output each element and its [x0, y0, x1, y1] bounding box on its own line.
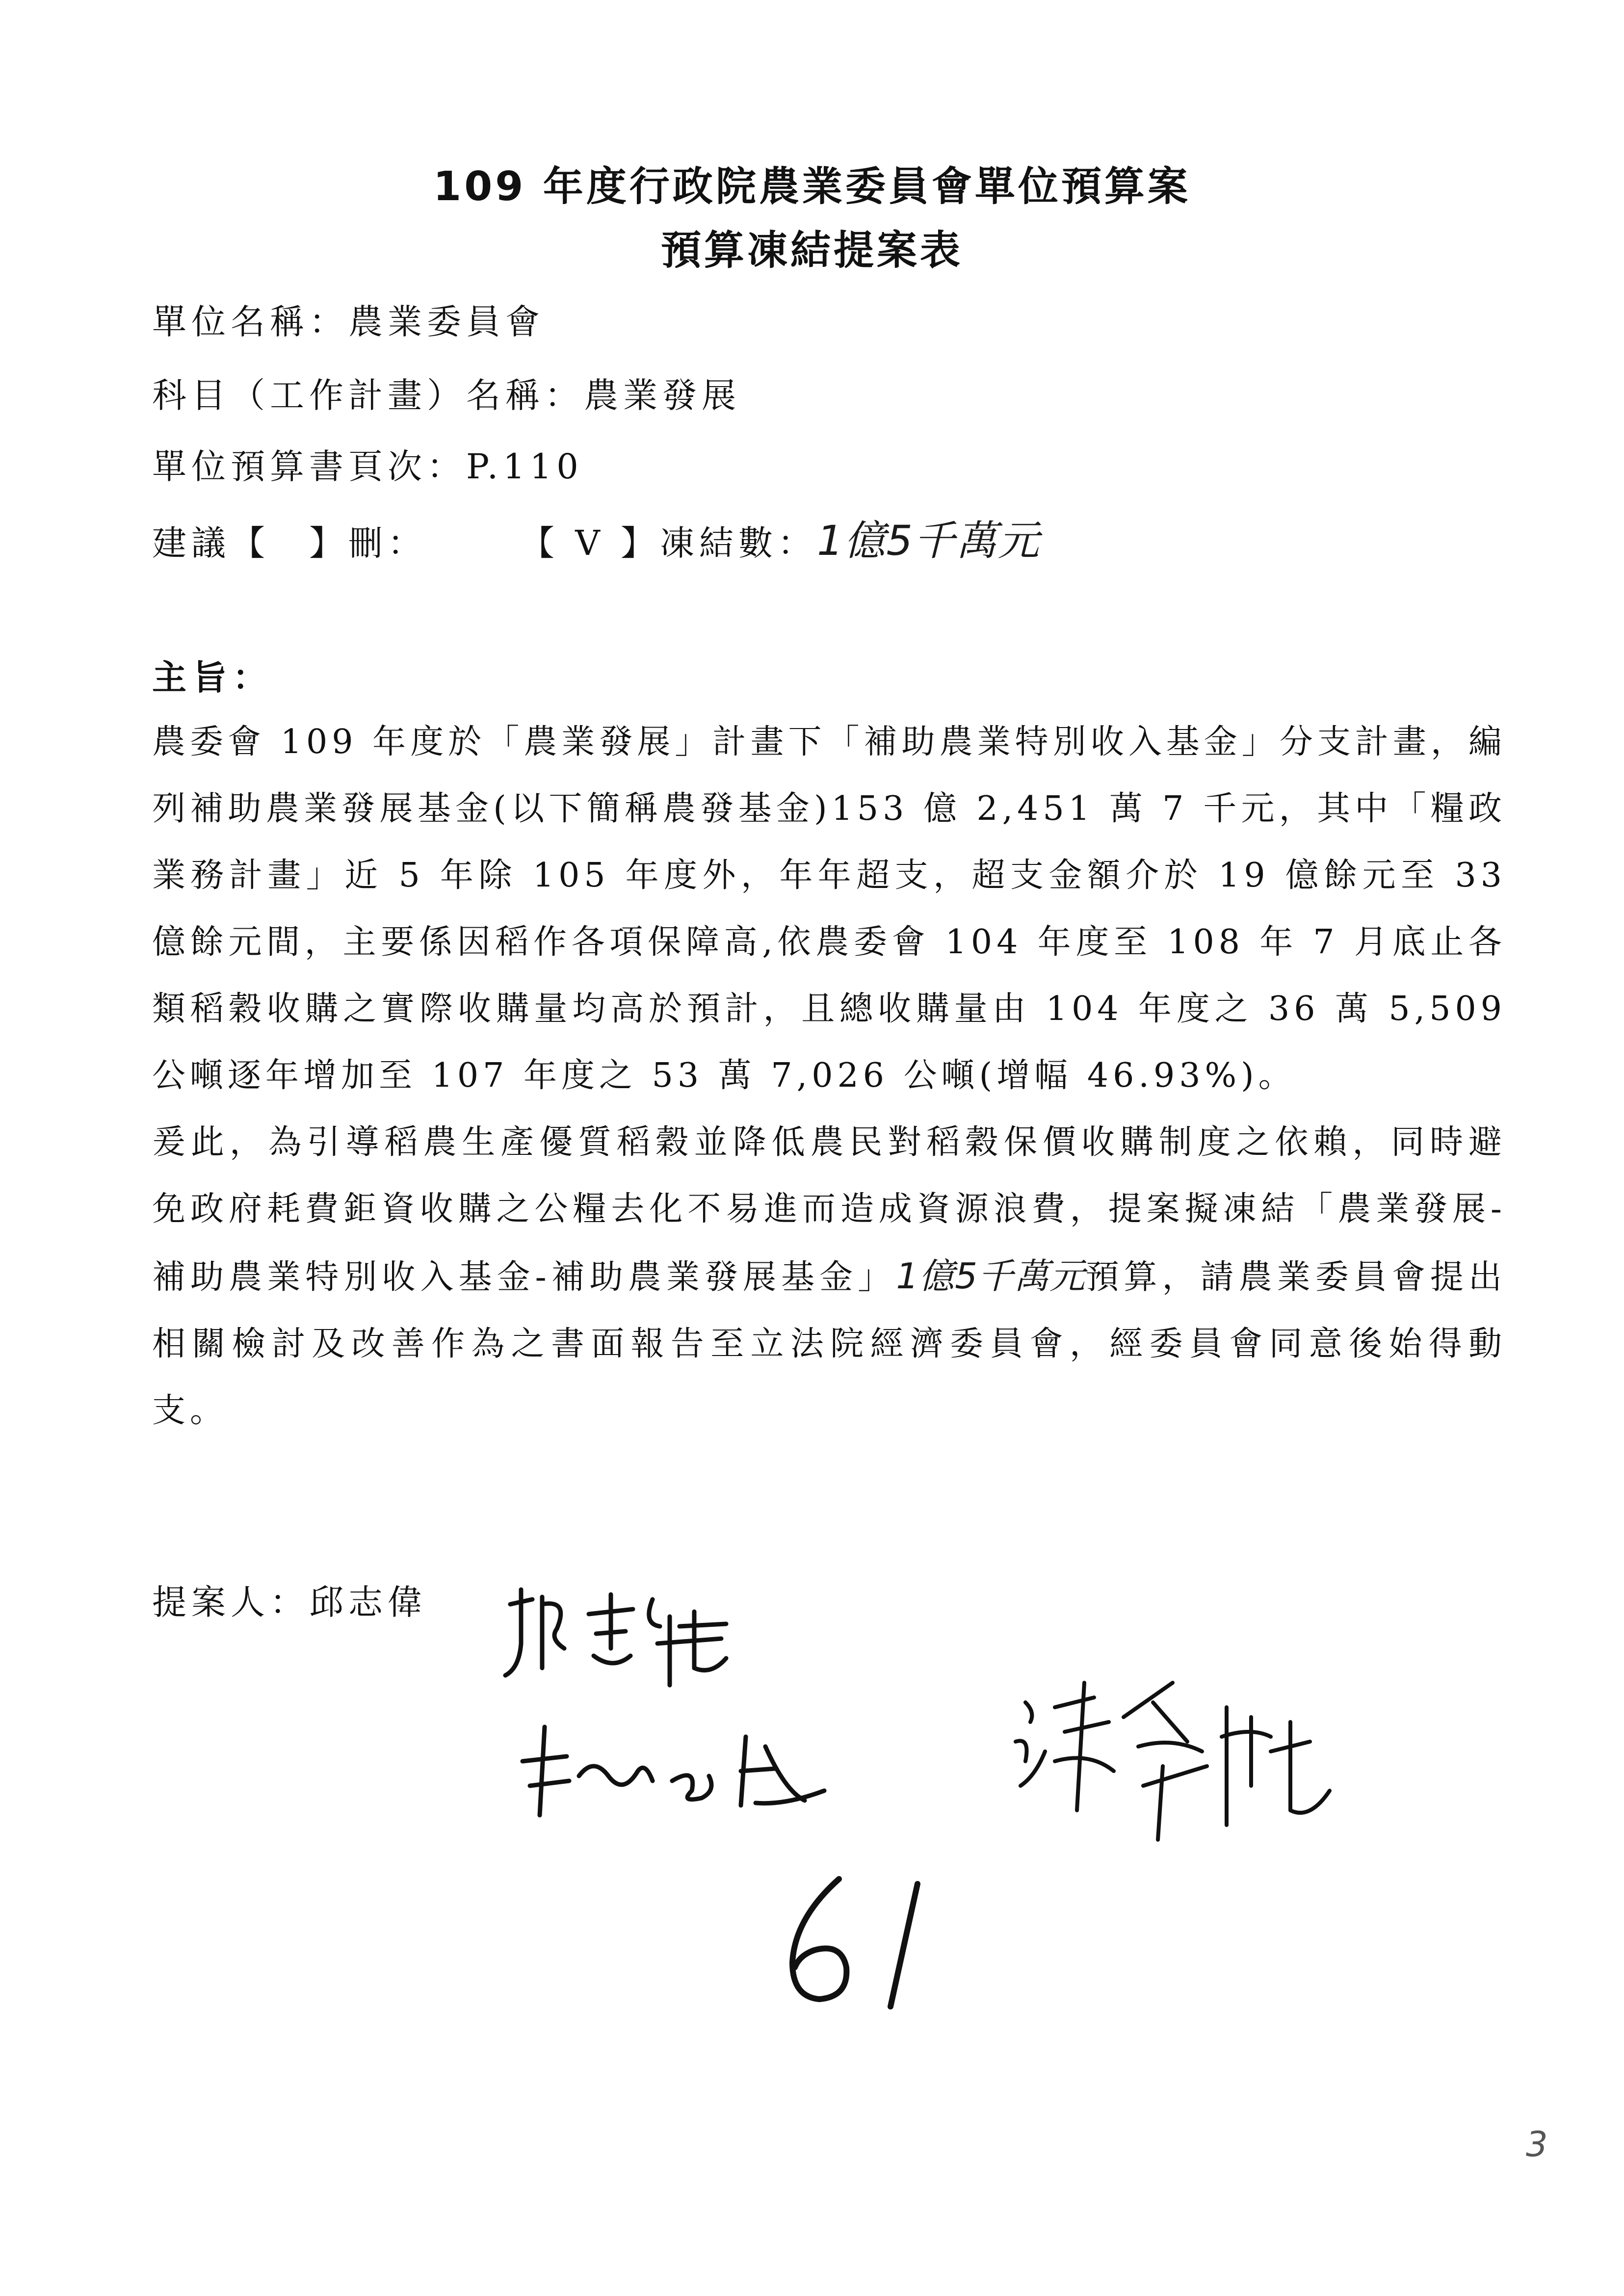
- paragraph-proposal-part1: 爰此，為引導稻農生產優質稻穀並降低農民對稻穀保價收購制度之依賴，同時避免政府耗費鉅資收購之公糧去化不易進而造成資源浪費，提案擬凍結「農業發展-補助農業特別收入基金-補助農業發展基金」: [152, 1123, 1506, 1297]
- handwritten-number-61: [765, 1864, 962, 2021]
- signature-3: [996, 1663, 1369, 1869]
- budget-page-field: 單位預算書頁次：P.110: [152, 446, 583, 487]
- proposer-label: 提案人：邱志偉: [152, 1582, 427, 1622]
- suggestion-field: [152, 508, 1040, 567]
- document-subtitle: 預算凍結提案表: [660, 227, 963, 274]
- suggest-delete-label: 建議【 】刪：: [152, 523, 427, 563]
- freeze-amount-handwritten: 1億5千萬元: [817, 517, 1040, 565]
- page-number-mark: 3: [1526, 2124, 1548, 2165]
- proposal-body: [152, 709, 1506, 1444]
- signature-2: [510, 1717, 844, 1835]
- freeze-amount-inline-handwritten: 1億5千萬元: [896, 1255, 1086, 1297]
- paragraph-background: 農委會 109 年度於「農業發展」計畫下「補助農業特別收入基金」分支計畫，編列補助農業發展基金(以下簡稱農發基金)153 億 2,451 萬 7 千元，其中「糧政業務計畫」近 5 年除 105 年度外，年年超支，超支金額介於 19 億餘元至 33 億餘元間，主要係因稻作各項保障高,依農委會 104 年度至 108 年 7 月底止各類稻穀收購之實際收購量均高於預計，且總收購量由 104 年度之 36 萬 5,509 公噸逐年增加至 107 年度之 53 萬 7,026 公噸(增幅 46.93%)。: [152, 723, 1506, 1095]
- unit-name-field: 單位名稱：農業委員會: [152, 302, 545, 342]
- suggest-freeze-label: 【 V 】凍結數：: [520, 523, 817, 563]
- paragraph-proposal: [152, 1109, 1506, 1444]
- subject-name-field: 科目（工作計畫）名稱：農業發展: [152, 375, 741, 416]
- subject-heading: 主旨：: [152, 657, 273, 698]
- paragraph-proposal-part2: 預算，請農業委員會提出相關檢討及改善作為之書面報告至立法院經濟委員會，經委員會同意後始得動支。: [152, 1258, 1506, 1430]
- signature-1: [496, 1570, 770, 1697]
- document-title: 109 年度行政院農業委員會單位預算案: [433, 163, 1191, 210]
